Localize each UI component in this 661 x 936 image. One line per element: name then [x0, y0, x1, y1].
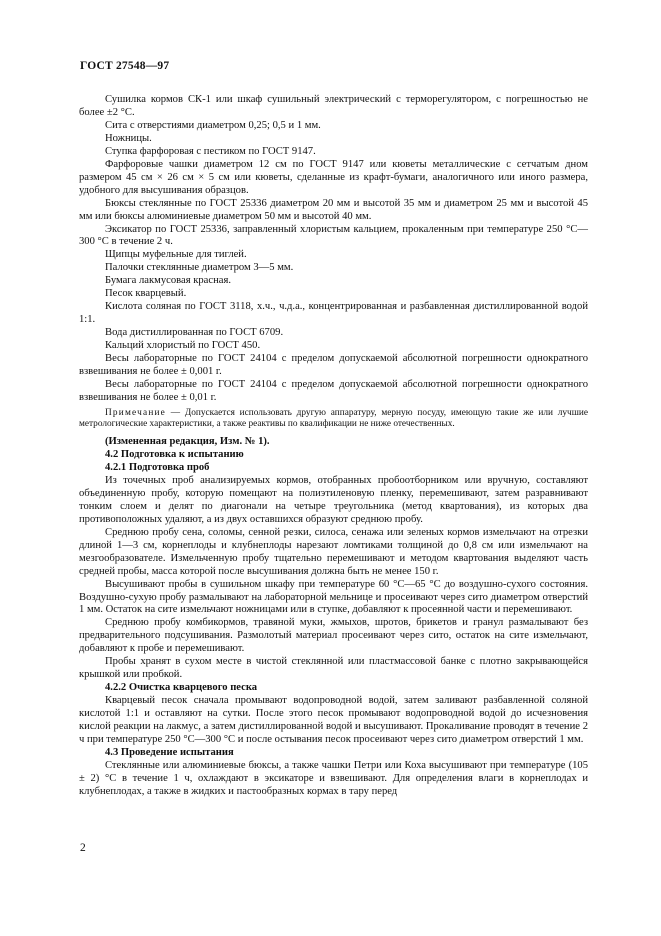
note-label: Примечание: [105, 407, 166, 418]
section-heading-4-2: 4.2 Подготовка к испытанию: [105, 449, 244, 461]
paragraph: Эксикатор по ГОСТ 25336, заправленный хлористым кальцием, прокаленным при температуре 250 °С—300 °С в течение 2 ч.: [79, 223, 588, 248]
paragraph: Щипцы муфельные для тиглей.: [105, 249, 247, 261]
paragraph: Сушилка кормов СК-1 или шкаф сушильный электрический с терморегулятором, с погрешностью не более ±2 °С.: [79, 94, 588, 118]
section-heading-4-3: 4.3 Проведение испытания: [105, 746, 234, 758]
paragraph: Палочки стеклянные диаметром 3—5 мм.: [105, 262, 294, 274]
page-number: 2: [80, 842, 86, 854]
section-heading-4-2-2: 4.2.2 Очистка кварцевого песка: [105, 682, 258, 694]
paragraph: Высушивают пробы в сушильном шкафу при температуре 60 °С—65 °С до воздушно-сухого состояния. Воздушно-сухую пробу размалывают на лабораторной мельнице и просеивают через сито диаметром отверстий 1 мм. Остаток на сите измельчают ножницами или в ступке, добавляют к просеянной части и перемешивают.: [79, 578, 588, 616]
document-header: ГОСТ 27548—97: [80, 60, 170, 72]
paragraph: Песок кварцевый.: [105, 288, 187, 300]
paragraph: Кислота соляная по ГОСТ 3118, х.ч., ч.д.а., концентрированная и разбавленная дистиллированной водой 1:1.: [79, 301, 588, 326]
note: [79, 408, 588, 431]
edited-note: (Измененная редакция, Изм. № 1).: [105, 436, 270, 448]
paragraph: Ножницы.: [105, 132, 152, 144]
paragraph: Бюксы стеклянные по ГОСТ 25336 диаметром 20 мм и высотой 35 мм и диаметром 25 мм и высотой 45 мм или бюксы алюминиевые диаметром 50 мм и высотой 40 мм.: [79, 197, 588, 222]
paragraph: Весы лабораторные по ГОСТ 24104 с пределом допускаемой абсолютной погрешности однократного взвешивания не более ± 0,01 г.: [79, 378, 588, 403]
paragraph: Сита с отверстиями диаметром 0,25; 0,5 и 1 мм.: [105, 119, 321, 131]
paragraph: Фарфоровые чашки диаметром 12 см по ГОСТ 9147 или кюветы металлические с сетчатым дном размером 45 см × 26 см × 5 см или кюветы, сделанные из крафт-бумаги, аналогичного или иного размера, удобного для высушивания образцов.: [79, 158, 588, 196]
paragraph: Из точечных проб анализируемых кормов, отобранных пробоотборником или вручную, составляют объединенную пробу, которую помещают на полиэтиленовую пленку, перемешивают, затем разравнивают тонким слоем и делят по диагонали на четыре треугольника (метод квартования), из которых два противоположных удаляют, а из двух оставшихся образуют среднюю пробу.: [79, 474, 588, 525]
paragraph: Кальций хлористый по ГОСТ 450.: [105, 340, 261, 352]
paragraph: Ступка фарфоровая с пестиком по ГОСТ 9147.: [105, 145, 316, 157]
section-heading-4-2-1: 4.2.1 Подготовка проб: [105, 461, 210, 473]
paragraph: Пробы хранят в сухом месте в чистой стеклянной или пластмассовой банке с плотно закрывающейся крышкой или пробкой.: [79, 656, 588, 681]
document-body: [79, 94, 588, 799]
paragraph: Стеклянные или алюминиевые бюксы, а также чашки Петри или Коха высушивают при температуре (105 ± 2) °С в течение 1 ч, охлаждают в эксикаторе и взвешивают. Для определения влаги в корнеплодах и клубнеплодах, а также в жидких и пастообразных кормах в тару перед: [79, 759, 588, 797]
note-text: — Допускается использовать другую аппаратуру, мерную посуду, имеющую такие же или лучшие метрологические характеристики, а также реактивы по квалификации не ниже отечественных.: [79, 407, 588, 430]
paragraph: Среднюю пробу сена, соломы, сенной резки, силоса, сенажа или зеленых кормов измельчают на отрезки длиной 1—3 см, корнеплоды и клубнеплоды нарезают ломтиками толщиной до 0,8 см или измельчают на мезгообразователе. Измельченную пробу тщательно перемешивают и методом квартования выделяют часть средней пробы, масса которой после высушивания должна быть не менее 150 г.: [79, 526, 588, 577]
paragraph: Весы лабораторные по ГОСТ 24104 с пределом допускаемой абсолютной погрешности однократного взвешивания не более ± 0,001 г.: [79, 353, 588, 378]
paragraph: Кварцевый песок сначала промывают водопроводной водой, затем заливают разбавленной соляной кислотой 1:1 и оставляют на сутки. После этого песок промывают водопроводной водой до исчезновения кислой реакции на лакмус, а затем дистиллированной водой и высушивают. Прокаливание проводят в течение 2 ч при температуре 250 °С—300 °С и после остывания песок просеивают через сито диаметром отверстий 1 мм.: [79, 695, 588, 745]
paragraph: Бумага лакмусовая красная.: [105, 275, 231, 287]
paragraph: Вода дистиллированная по ГОСТ 6709.: [105, 327, 284, 339]
paragraph: Среднюю пробу комбикормов, травяной муки, жмыхов, шротов, брикетов и гранул размалывают без предварительного подсушивания. Размолотый материал просеивают через сито, остаток на сите измельчают, добавляют к пробе и перемешивают.: [79, 617, 588, 655]
